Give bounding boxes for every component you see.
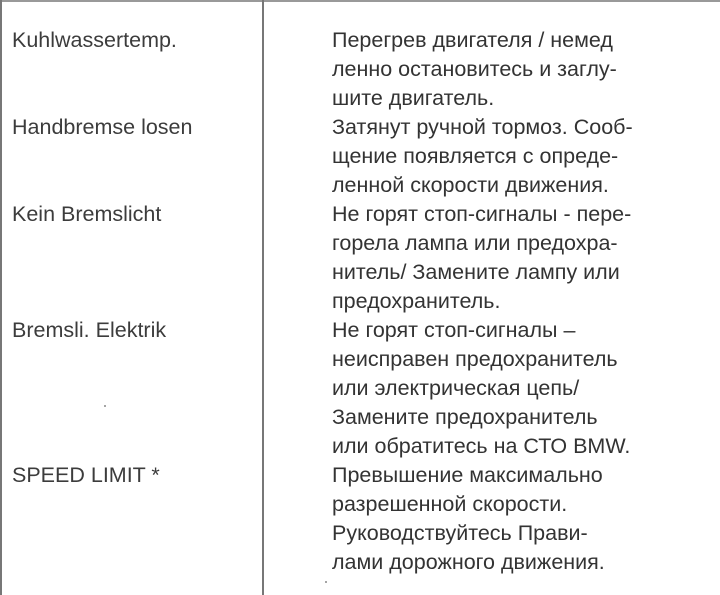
table-row xyxy=(0,113,720,200)
message-description: Не горят стоп-сигналы - пере- горела лампа или предохра- нитель/ Замените лампу или предохранитель. xyxy=(332,202,632,313)
message-description: Затянут ручной тормоз. Сооб- щение появляется с опреде- ленной скорости движения. xyxy=(332,115,633,197)
message-term: Handbremse losen xyxy=(12,115,193,139)
table-row xyxy=(0,200,720,316)
table-row xyxy=(0,26,720,113)
table-row xyxy=(0,316,720,461)
message-term: Bremsli. Elektrik xyxy=(12,318,167,342)
message-term: SPEED LIMIT * xyxy=(12,463,160,487)
message-term: Kein Bremslicht xyxy=(12,202,162,226)
message-term: Kuhlwassertemp. xyxy=(12,28,177,52)
top-border-line xyxy=(0,0,720,2)
scan-speck xyxy=(104,405,106,407)
message-description: Превышение максимально разрешенной скорости. Руководствуйтесь Прави- лами дорожного движения. xyxy=(332,463,605,574)
scan-speck xyxy=(325,581,327,583)
table-row xyxy=(0,461,720,577)
message-table xyxy=(0,26,720,577)
message-description: Перегрев двигателя / немед ленно остановитесь и заглу- шите двигатель. xyxy=(332,28,617,110)
message-description: Не горят стоп-сигналы – неисправен предохранитель или электрическая цепь/ Замените предохранитель или обратитесь на СТО BMW. xyxy=(332,318,631,458)
